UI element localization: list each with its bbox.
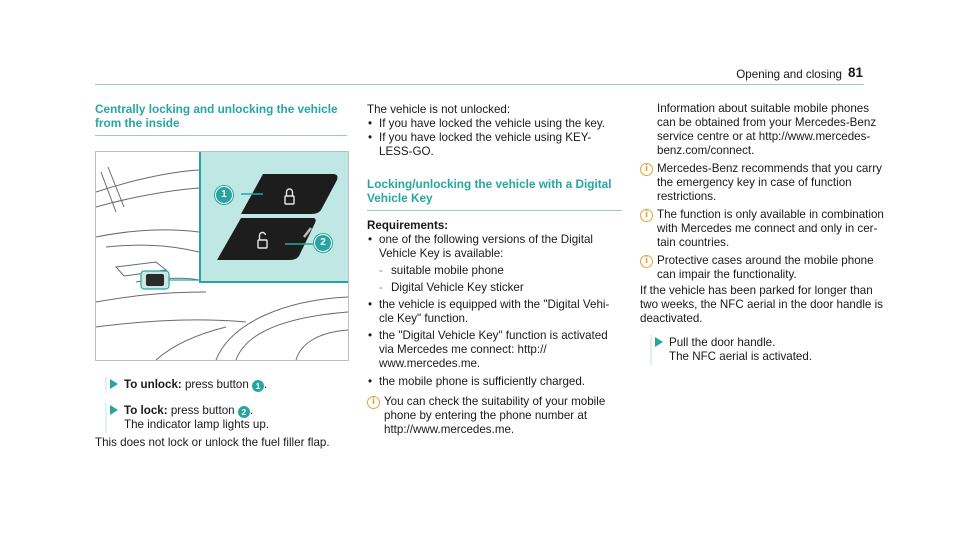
button-1-badge: 1 xyxy=(252,380,264,392)
switch-closeup-inset xyxy=(199,152,349,283)
step-lock: To lock: press button 2 . The indicator lamp lights up. xyxy=(105,403,347,433)
heading-rule xyxy=(95,135,347,136)
lock-switch-closeup xyxy=(201,152,349,281)
info-circle-icon: i xyxy=(640,255,653,268)
list-item: • If you have locked the vehicle using KEY- LESS-GO. xyxy=(367,131,622,159)
door-switch xyxy=(141,271,199,289)
not-unlocked-intro: The vehicle is not unlocked: xyxy=(367,103,511,116)
requirements-label: Requirements: xyxy=(367,219,449,232)
info-circle-icon: i xyxy=(367,396,380,409)
emergency-key-note: i Mercedes-Benz recommends that you carry the emergency key in case of function restrictions. xyxy=(640,162,890,204)
step-unlock: To unlock: press button 1 . xyxy=(105,377,347,393)
header-rule xyxy=(95,84,864,85)
nfc-deactivation-paragraph: If the vehicle has been parked for longer than two weeks, the NFC aerial in the door handle is deactivated. xyxy=(640,284,883,325)
list-item: • one of the following versions of the Digital Vehicle Key is available: xyxy=(367,233,622,261)
info-circle-icon: i xyxy=(640,163,653,176)
suitability-note: i You can check the suitability of your mobile phone by entering the phone number at http://www.mercedes.me. xyxy=(367,395,622,437)
triangle-arrow-icon xyxy=(110,379,118,389)
column-left xyxy=(95,103,347,450)
triangle-arrow-icon xyxy=(110,405,118,415)
list-item: • the mobile phone is sufficiently charged. xyxy=(367,375,622,389)
step-pull-door-handle: Pull the door handle. The NFC aerial is activated. xyxy=(650,335,890,365)
list-item: • If you have locked the vehicle using the key. xyxy=(367,117,622,131)
protective-cases-note: i Protective cases around the mobile phone can impair the functionality. xyxy=(640,254,890,282)
section-heading-central-locking: Centrally locking and unlocking the vehicle from the inside xyxy=(95,102,338,130)
fuel-flap-note: This does not lock or unlock the fuel filler flap. xyxy=(95,436,330,449)
button-2-badge: 2 xyxy=(238,406,250,418)
door-panel-illustration xyxy=(95,151,349,361)
callout-2: 2 xyxy=(314,234,332,252)
mobile-phone-info: Information about suitable mobile phones can be obtained from your Mercedes-Benz service centre or at http://www.mercedes- benz.com/connect. xyxy=(657,102,877,157)
column-right xyxy=(640,102,890,365)
list-item: • the "Digital Vehicle Key" function is activated via Mercedes me connect: http:// www.mercedes.me. xyxy=(367,329,622,371)
triangle-arrow-icon xyxy=(655,337,663,347)
page-number: 81 xyxy=(847,65,863,80)
sub-list-item: - suitable mobile phone xyxy=(367,264,622,278)
info-circle-icon: i xyxy=(640,209,653,222)
list-item: • the vehicle is equipped with the "Digital Vehi- cle Key" function. xyxy=(367,298,622,326)
step-lock-result: The indicator lamp lights up. xyxy=(124,418,269,431)
running-header-section: Opening and closing xyxy=(736,68,842,81)
sub-list-item: - Digital Vehicle Key sticker xyxy=(367,281,622,295)
availability-note: i The function is only available in combination with Mercedes me connect and only in cer- tain countries. xyxy=(640,208,890,250)
section-heading-digital-key: Locking/unlocking the vehicle with a Digital Vehicle Key xyxy=(367,177,612,205)
callout-1: 1 xyxy=(215,186,233,204)
column-middle xyxy=(367,103,622,437)
